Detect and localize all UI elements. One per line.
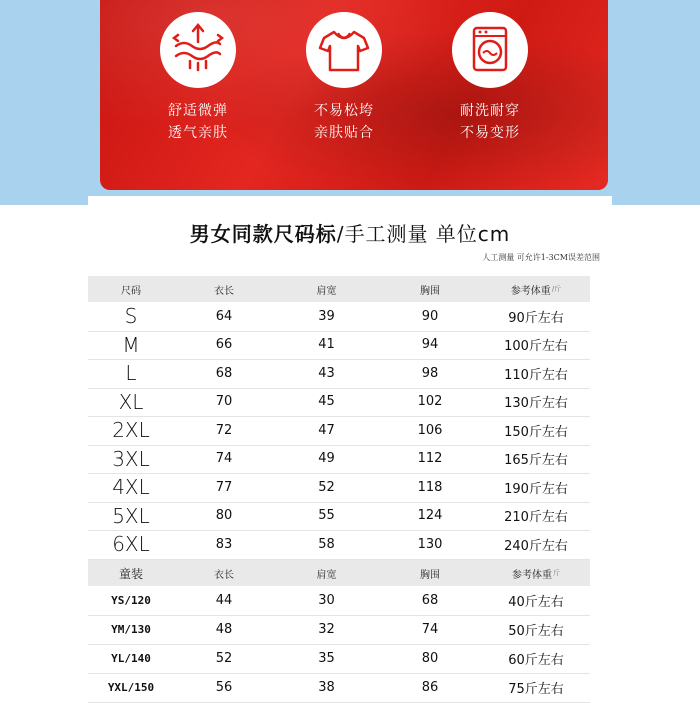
table-row	[88, 388, 590, 418]
table-row	[88, 502, 590, 532]
size-cell: XL	[118, 389, 144, 414]
header-weight-unit: 斤	[553, 569, 560, 577]
shoulder-cell: 41	[318, 337, 335, 353]
weight-cell: 100斤左右	[504, 339, 568, 355]
table-row	[88, 302, 590, 332]
chest-cell: 98	[421, 365, 439, 381]
table-row	[88, 615, 590, 645]
size-cell: YL/140	[111, 652, 151, 665]
size-cell: YS/120	[111, 594, 151, 607]
table-row	[88, 445, 590, 475]
weight-cell: 240斤左右	[504, 538, 568, 554]
feature-line: 舒适微弹	[168, 103, 228, 119]
length-cell: 70	[215, 394, 233, 410]
header-weight-label: 参考体重	[512, 569, 552, 581]
size-cell: YXL/150	[107, 681, 155, 694]
weight-cell: 75斤左右	[508, 682, 564, 697]
feature-line: 不易变形	[460, 125, 520, 141]
table-row	[88, 673, 590, 703]
header-shoulder: 肩宽	[316, 569, 337, 581]
table-row	[88, 530, 590, 560]
weight-cell: 210斤左右	[504, 510, 568, 526]
chest-cell: 102	[417, 394, 443, 410]
weight-cell: 50斤左右	[508, 624, 564, 639]
shoulder-cell: 30	[318, 593, 335, 608]
length-cell: 83	[215, 536, 233, 552]
size-cell: 5XL	[112, 503, 150, 528]
length-cell: 68	[215, 365, 233, 381]
chest-cell: 86	[421, 680, 439, 695]
measurement-note: 人工测量 可允许1-3CM误差范围	[482, 253, 600, 262]
length-cell: 48	[215, 622, 233, 637]
tshirt-icon	[306, 12, 382, 88]
size-cell: 6XL	[112, 532, 150, 557]
length-cell: 77	[215, 479, 233, 495]
header-chest: 胸围	[420, 285, 440, 297]
table-row	[88, 586, 590, 616]
breathable-wave-arrows-icon	[160, 12, 236, 88]
header-length: 衣长	[214, 569, 234, 581]
weight-cell: 130斤左右	[504, 396, 568, 412]
table-row	[88, 473, 590, 503]
weight-cell: 60斤左右	[508, 653, 564, 668]
shoulder-cell: 39	[318, 308, 335, 324]
chest-cell: 68	[421, 593, 439, 608]
size-chart-card	[88, 196, 612, 700]
shoulder-cell: 43	[318, 365, 335, 381]
chest-cell: 90	[421, 308, 439, 324]
shoulder-cell: 49	[318, 451, 335, 467]
length-cell: 80	[215, 508, 233, 524]
feature-fit	[284, 12, 404, 144]
feature-line: 亲肤贴合	[314, 125, 374, 141]
weight-cell: 165斤左右	[504, 453, 568, 469]
length-cell: 56	[215, 680, 233, 695]
shoulder-cell: 45	[318, 394, 335, 410]
weight-cell: 150斤左右	[504, 424, 568, 440]
size-cell: 3XL	[112, 446, 150, 471]
table-row	[88, 359, 590, 389]
weight-cell: 190斤左右	[504, 481, 568, 497]
washing-machine-icon	[452, 12, 528, 88]
feature-line: 耐洗耐穿	[460, 103, 520, 119]
table-row	[88, 644, 590, 674]
shoulder-cell: 32	[318, 622, 335, 637]
header-weight	[481, 276, 591, 302]
chest-cell: 94	[421, 337, 439, 353]
length-cell: 64	[215, 308, 233, 324]
feature-durable	[430, 12, 550, 144]
shoulder-cell: 38	[318, 680, 335, 695]
size-cell: L	[125, 361, 137, 386]
feature-comfort	[138, 12, 258, 144]
length-cell: 52	[215, 651, 233, 666]
page-title	[88, 218, 612, 247]
chest-cell: 112	[417, 451, 443, 467]
shoulder-cell: 35	[318, 651, 335, 666]
length-cell: 74	[215, 451, 233, 467]
chest-cell: 74	[421, 622, 439, 637]
chest-cell: 80	[421, 651, 439, 666]
shoulder-cell: 47	[318, 422, 335, 438]
kids-table-header	[88, 560, 590, 586]
fabric-feature-panel	[100, 0, 608, 190]
feature-line: 不易松垮	[314, 103, 374, 119]
size-cell: YM/130	[111, 623, 151, 636]
size-cell: 4XL	[112, 475, 150, 500]
weight-cell: 110斤左右	[504, 367, 568, 383]
length-cell: 66	[215, 337, 233, 353]
header-weight	[481, 560, 591, 586]
header-kids: 童装	[118, 566, 143, 581]
title-separator: /	[336, 222, 345, 246]
shoulder-cell: 58	[318, 536, 335, 552]
feature-line: 透气亲肤	[168, 125, 228, 141]
header-weight-label: 参考体重	[510, 285, 551, 297]
shoulder-cell: 52	[318, 479, 335, 495]
size-cell: M	[122, 332, 140, 357]
length-cell: 44	[215, 593, 233, 608]
table-row	[88, 331, 590, 361]
adult-table-header	[88, 276, 590, 302]
header-shoulder: 肩宽	[316, 285, 337, 297]
weight-cell: 90斤左右	[508, 310, 564, 326]
header-length: 衣长	[214, 285, 234, 297]
table-row	[88, 416, 590, 446]
title-main: 男女同款尺码标	[189, 222, 337, 246]
size-cell: 2XL	[112, 418, 150, 443]
chest-cell: 130	[417, 536, 443, 552]
chest-cell: 124	[417, 508, 443, 524]
shoulder-cell: 55	[318, 508, 335, 524]
chest-cell: 118	[417, 479, 443, 495]
title-unit: 手工测量 单位cm	[344, 222, 511, 246]
length-cell: 72	[215, 422, 233, 438]
size-cell: S	[124, 304, 138, 329]
header-chest: 胸围	[420, 569, 440, 581]
weight-cell: 40斤左右	[508, 595, 564, 610]
chest-cell: 106	[417, 422, 443, 438]
feature-comfort-label	[138, 100, 258, 144]
feature-durable-label	[430, 100, 550, 144]
header-weight-unit: /斤	[551, 285, 562, 293]
feature-fit-label	[284, 100, 404, 144]
header-size: 尺码	[121, 285, 141, 297]
